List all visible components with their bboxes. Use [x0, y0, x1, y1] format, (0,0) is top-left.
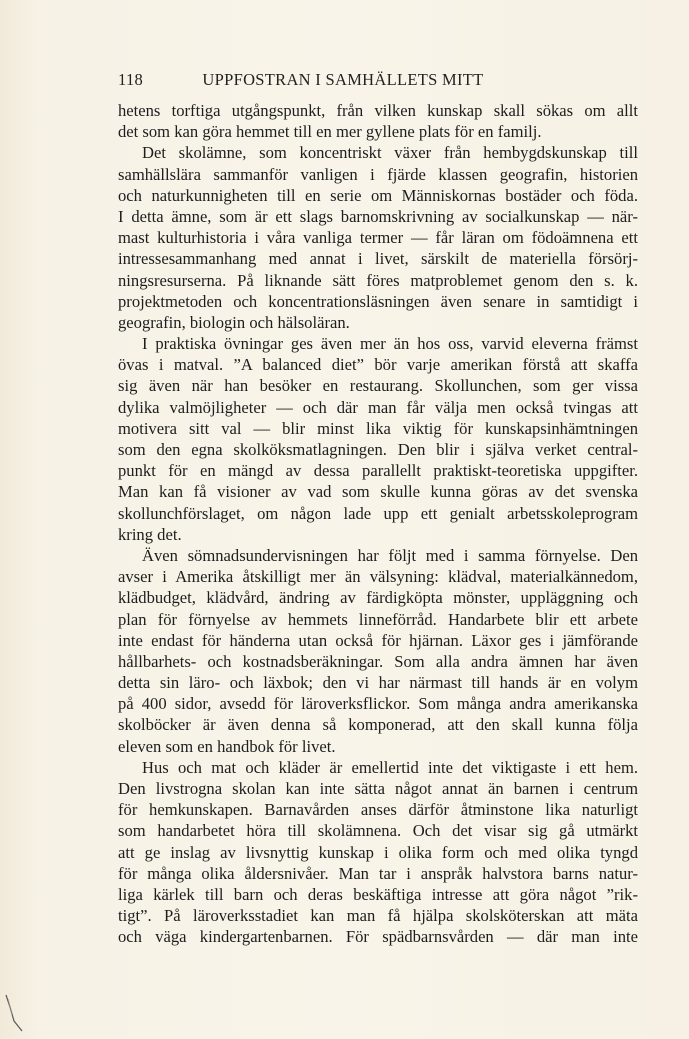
text-line: plan för förnyelse av hemmets linneförråd. Handarbete blir ett arbete [118, 609, 638, 629]
text-line: punkt för en mängd av dessa parallellt praktiskt-teoretiska uppgifter. [118, 461, 638, 481]
running-title: UPPFOSTRAN I SAMHÄLLETS MITT [202, 70, 484, 89]
text-line: skolböcker är även denna så komponerad, att den skall kunna följa [118, 715, 638, 735]
text-line: sig även när han besöker en restaurang. Skollunchen, som ger vissa [118, 376, 638, 396]
text-line: inte endast för händerna utan också för hjärnan. Läxor ges i jämförande [118, 630, 638, 650]
text-line: klädbudget, klädvård, ändring av färdigköpta mönster, uppläggning och [118, 588, 638, 608]
text-line: som den egna skolköksmatlagningen. Den blir i själva verket central- [118, 440, 638, 459]
text-line: som handarbetet höra till skolämnena. Och det visar sig gå utmärkt [118, 821, 638, 841]
text-line: för många olika åldersnivåer. Man tar i anspråk halvstora barns natur- [118, 863, 638, 883]
text-line: kring det. [118, 524, 182, 544]
text-line: geografin, biologin och hälsoläran. [118, 312, 350, 332]
text-line: motivera sitt val — blir minst lika viktig för kunskapsinhämtningen [118, 418, 638, 438]
text-line: detta sin läro- och läxbok; den vi har närmast till hands är en volym [118, 673, 638, 693]
text-line: skollunchförslaget, om någon lade upp ett genialt arbetsskoleprogram [118, 503, 638, 523]
text-line: att ge inslag av livsnyttig kunskap i olika form och med olika tyngd [118, 842, 638, 862]
text-line: avser i Amerika åtskilligt mer än välsyning: klädval, materialkännedom, [118, 567, 638, 587]
text-line: I detta ämne, som är ett slags barnomskrivning av socialkunskap — när- [118, 206, 638, 226]
text-line: på 400 sidor, avsedd för läroverksflickor. Som många andra amerikanska [118, 694, 638, 714]
text-line: Man kan få visioner av vad som skulle kunna göras av det svenska [118, 482, 638, 502]
text-line: eleven som en handbok för livet. [118, 736, 336, 756]
text-line: liga kärlek till barn och deras beskäftiga intresse att göra något ”rik- [118, 884, 638, 904]
text-line: dylika valmöjligheter — och där man får välja men också tvingas att [118, 397, 638, 417]
text-line: övas i matval. ”A balanced diet” bör varje amerikan förstå att skaffa [118, 355, 638, 375]
page-corner-mark [4, 985, 44, 1035]
text-line: hetens torftiga utgångspunkt, från vilken kunskap skall sökas om allt [118, 101, 638, 120]
text-line: Även sömnadsundervisningen har följt med i samma förnyelse. Den [142, 545, 638, 565]
text-line: ningsresurserna. På liknande sätt föres matproblemet genom den s. k. [118, 270, 638, 290]
text-line: Det skolämne, som koncentriskt växer från hembygdskunskap till [142, 143, 638, 163]
text-line: för hemkunskapen. Barnavården anses därför åtminstone lika naturligt [118, 800, 638, 820]
text-line: intressesammanhang med annat i livet, särskilt de materiella försörj- [118, 249, 638, 269]
text-line: Hus och mat och kläder är emellertid inte det viktigaste i ett hem. [142, 757, 638, 777]
text-line: och naturkunnigheten till en serie om Människornas bostäder och föda. [118, 185, 638, 205]
text-line: samhällslära sammanför vanligen i fjärde klassen geografin, historien [118, 164, 638, 184]
text-line: det som kan göra hemmet till en mer gyllene plats för en familj. [118, 122, 542, 142]
text-line: och väga kindergartenbarnen. För spädbarnsvården — där man inte [118, 927, 638, 947]
page-header [118, 70, 530, 94]
text-line: Den livstrogna skolan kan inte sätta något annat än barnen i centrum [118, 779, 638, 798]
text-line: projektmetoden och koncentrationsläsningen även senare in samtidigt i [118, 291, 638, 311]
text-line: I praktiska övningar ges även mer än hos oss, varvid eleverna främst [142, 334, 638, 354]
text-line: mast kulturhistoria i våra vanliga termer — får läran om födoämnena ett [118, 228, 638, 248]
text-line: tigt”. På läroverksstadiet kan man få hjälpa skolsköterskan att mäta [118, 906, 638, 926]
body-text [118, 100, 638, 948]
page-number: 118 [118, 70, 144, 89]
text-line: hållbarhets- och kostnadsberäkningar. Som alla andra ämnen har även [118, 651, 638, 671]
